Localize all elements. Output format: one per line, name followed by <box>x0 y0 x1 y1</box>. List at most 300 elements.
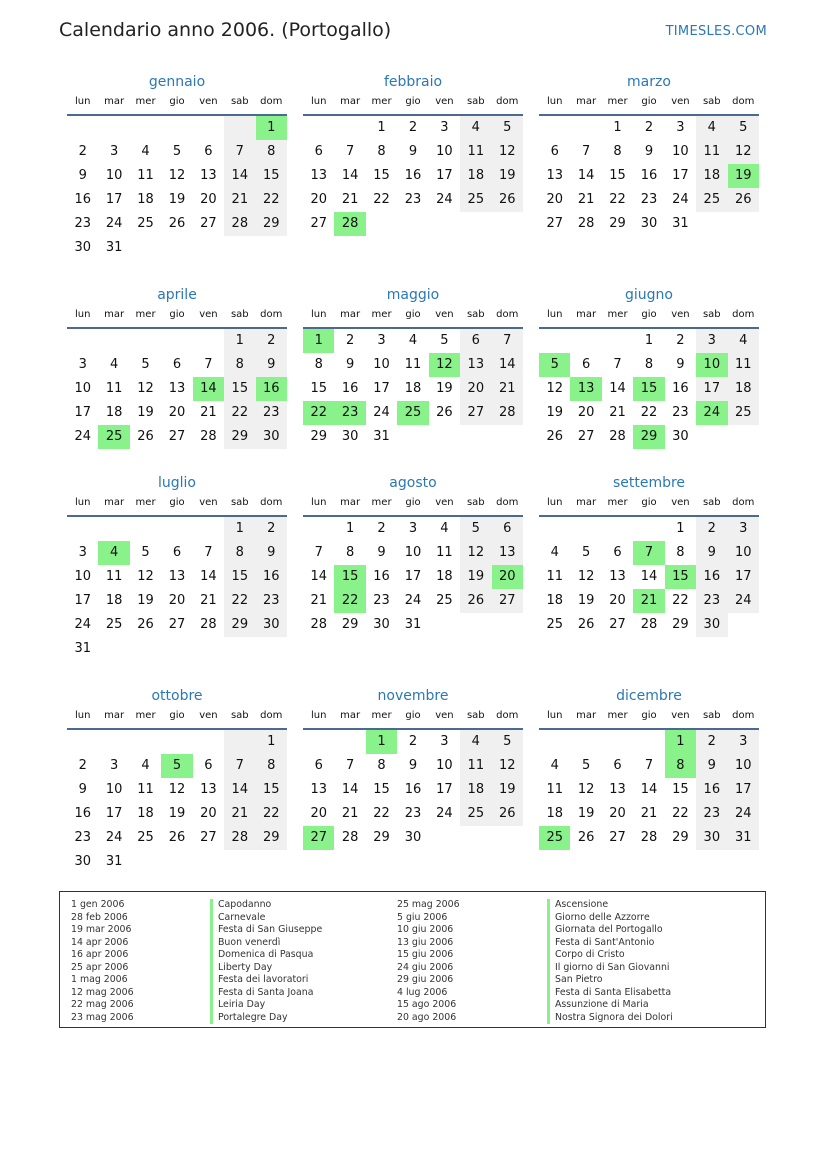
holiday-date: 15 giu 2006 <box>397 949 454 960</box>
day-cell: 6 <box>172 545 182 560</box>
holiday-name: Domenica di Pasqua <box>210 949 322 962</box>
weekday-label: gio <box>169 96 185 107</box>
weekday-label: ven <box>199 710 218 721</box>
empty-cell <box>161 329 192 353</box>
holiday-date: 12 mag 2006 <box>71 986 134 998</box>
empty-cell <box>67 329 98 353</box>
day-cell: 26 <box>577 617 595 632</box>
day-cell: 10 <box>105 782 123 797</box>
day-cell: 26 <box>137 429 154 444</box>
day-cell: 28 <box>640 617 658 632</box>
holiday-day-cell: 10 <box>696 353 727 377</box>
day-cell: 10 <box>74 569 91 584</box>
day-cell: 31 <box>373 429 390 444</box>
holiday-day-cell: 7 <box>633 541 664 565</box>
day-cell: 2 <box>78 144 87 159</box>
day-cell: 18 <box>137 192 154 207</box>
day-cell: 1 <box>224 517 255 541</box>
day-cell: 7 <box>581 144 591 159</box>
day-cell: 26 <box>436 405 453 420</box>
day-cell: 7 <box>224 140 255 164</box>
page-title: Calendario anno 2006. (Portogallo) <box>59 19 392 41</box>
empty-cell <box>161 116 192 140</box>
empty-cell <box>334 116 365 140</box>
day-cell: 13 <box>546 168 563 183</box>
month-novembre <box>303 686 523 850</box>
empty-cell <box>193 329 224 353</box>
holiday-day-cell: 25 <box>539 826 570 850</box>
weekday-label: ven <box>671 710 690 721</box>
empty-cell <box>98 116 129 140</box>
day-cell: 17 <box>105 192 123 207</box>
weekday-label: mer <box>371 497 392 508</box>
weekday-label: dom <box>260 96 283 107</box>
day-cell: 26 <box>492 188 523 212</box>
day-grid <box>539 329 759 449</box>
day-cell: 7 <box>204 545 213 560</box>
day-cell: 31 <box>404 617 422 632</box>
day-cell: 13 <box>492 541 523 565</box>
day-cell: 20 <box>609 593 626 608</box>
month-agosto <box>303 473 523 637</box>
day-cell: 13 <box>200 782 217 797</box>
weekday-header <box>67 495 287 517</box>
day-cell: 1 <box>345 521 355 536</box>
day-cell: 4 <box>141 144 150 159</box>
holiday-dates-right <box>397 899 460 1024</box>
day-cell: 6 <box>613 758 622 773</box>
day-cell: 5 <box>581 545 591 560</box>
day-cell: 2 <box>696 730 727 754</box>
day-cell: 31 <box>105 240 123 255</box>
day-cell: 26 <box>460 589 491 613</box>
day-cell: 7 <box>345 758 355 773</box>
weekday-label: ven <box>199 497 218 508</box>
day-cell: 8 <box>314 357 323 372</box>
day-cell: 26 <box>168 830 186 845</box>
day-cell: 3 <box>440 120 449 135</box>
day-cell: 25 <box>728 401 759 425</box>
day-cell: 22 <box>373 806 390 821</box>
day-cell: 17 <box>728 565 759 589</box>
day-cell: 1 <box>676 521 685 536</box>
day-cell: 15 <box>256 778 287 802</box>
holiday-name: Giornata del Portogallo <box>547 924 673 937</box>
holiday-day-cell: 15 <box>334 565 365 589</box>
month-maggio <box>303 285 523 449</box>
holiday-day-cell: 13 <box>570 377 601 401</box>
weekday-label: mer <box>135 710 156 721</box>
holiday-name: Nostra Signora dei Dolori <box>547 1012 673 1025</box>
day-cell: 23 <box>696 589 727 613</box>
holiday-date: 28 feb 2006 <box>71 911 128 923</box>
day-cell: 1 <box>224 329 255 353</box>
day-cell: 16 <box>696 565 727 589</box>
day-cell: 9 <box>345 357 355 372</box>
day-cell: 18 <box>436 569 453 584</box>
day-cell: 5 <box>492 116 523 140</box>
day-cell: 21 <box>640 806 658 821</box>
holiday-names-right <box>547 899 673 1024</box>
holiday-day-cell: 12 <box>429 353 460 377</box>
empty-cell <box>570 329 601 353</box>
day-cell: 12 <box>460 541 491 565</box>
day-cell: 28 <box>310 617 327 632</box>
holiday-name: San Pietro <box>547 974 673 987</box>
day-cell: 23 <box>74 216 91 231</box>
day-cell: 22 <box>672 593 689 608</box>
weekday-label: dom <box>496 497 519 508</box>
day-cell: 22 <box>640 405 658 420</box>
empty-cell <box>161 517 192 541</box>
weekday-label: ven <box>435 96 454 107</box>
day-cell: 22 <box>373 192 390 207</box>
day-cell: 9 <box>78 168 87 183</box>
day-cell: 12 <box>137 381 154 396</box>
weekday-label: mar <box>340 309 361 320</box>
day-cell: 12 <box>577 782 595 797</box>
day-cell: 26 <box>137 617 154 632</box>
day-cell: 12 <box>728 140 759 164</box>
holiday-day-cell: 1 <box>366 730 397 754</box>
holiday-date: 15 ago 2006 <box>397 999 457 1010</box>
day-cell: 13 <box>310 782 327 797</box>
holiday-date: 25 mag 2006 <box>397 899 460 910</box>
empty-cell <box>67 116 98 140</box>
holiday-date: 20 ago 2006 <box>397 1011 457 1023</box>
holiday-date: 19 mar 2006 <box>71 924 132 935</box>
weekday-label: gio <box>169 309 185 320</box>
day-grid <box>303 329 523 449</box>
holiday-day-cell: 25 <box>98 425 129 449</box>
day-cell: 28 <box>492 401 523 425</box>
day-cell: 9 <box>256 353 287 377</box>
day-cell: 29 <box>256 212 287 236</box>
weekday-label: dom <box>732 497 755 508</box>
day-cell: 29 <box>672 617 689 632</box>
day-cell: 29 <box>672 830 689 845</box>
day-cell: 5 <box>172 144 182 159</box>
day-cell: 29 <box>224 613 255 637</box>
day-grid <box>539 730 759 850</box>
day-cell: 22 <box>224 401 255 425</box>
holiday-date: 29 giu 2006 <box>397 974 454 985</box>
day-cell: 6 <box>492 517 523 541</box>
weekday-label: mar <box>576 497 597 508</box>
weekday-header <box>303 708 523 730</box>
day-cell: 8 <box>256 754 287 778</box>
month-name: giugno <box>625 287 673 303</box>
day-cell: 29 <box>609 216 626 231</box>
holiday-day-cell: 1 <box>665 730 696 754</box>
weekday-label: lun <box>74 309 91 320</box>
day-cell: 6 <box>581 357 591 372</box>
day-cell: 21 <box>200 593 217 608</box>
day-cell: 19 <box>577 593 595 608</box>
weekday-label: mar <box>576 96 597 107</box>
holiday-name: Giorno delle Azzorre <box>547 912 673 925</box>
holiday-date: 25 apr 2006 <box>71 961 129 973</box>
holiday-name: Liberty Day <box>210 962 322 975</box>
day-cell: 30 <box>640 216 658 231</box>
day-cell: 22 <box>224 589 255 613</box>
day-cell: 18 <box>460 778 491 802</box>
weekday-label: gio <box>405 497 421 508</box>
day-cell: 4 <box>460 116 491 140</box>
day-cell: 13 <box>460 353 491 377</box>
day-cell: 2 <box>696 517 727 541</box>
day-cell: 13 <box>310 168 327 183</box>
day-cell: 29 <box>224 425 255 449</box>
day-cell: 18 <box>696 164 727 188</box>
weekday-header <box>303 94 523 116</box>
day-cell: 31 <box>105 854 123 869</box>
day-cell: 27 <box>492 589 523 613</box>
day-cell: 8 <box>377 144 386 159</box>
holiday-name: Festa dei lavoratori <box>210 974 322 987</box>
empty-cell <box>570 116 601 140</box>
day-cell: 4 <box>550 545 559 560</box>
weekday-header <box>303 495 523 517</box>
month-name: aprile <box>157 287 197 303</box>
day-cell: 27 <box>168 429 186 444</box>
day-cell: 27 <box>609 830 626 845</box>
day-cell: 5 <box>581 758 591 773</box>
empty-cell <box>602 329 633 353</box>
day-cell: 13 <box>609 569 626 584</box>
weekday-label: mer <box>607 497 628 508</box>
weekday-label: gio <box>169 497 185 508</box>
day-cell: 6 <box>204 758 213 773</box>
day-cell: 10 <box>74 381 91 396</box>
day-cell: 7 <box>345 144 355 159</box>
day-cell: 11 <box>728 353 759 377</box>
day-cell: 27 <box>200 216 217 231</box>
day-cell: 25 <box>696 188 727 212</box>
day-cell: 4 <box>109 357 119 372</box>
day-cell: 5 <box>492 730 523 754</box>
holiday-name: Il giorno di San Giovanni <box>547 962 673 975</box>
day-cell: 15 <box>224 377 255 401</box>
day-grid <box>67 329 287 449</box>
weekday-label: lun <box>310 497 327 508</box>
holiday-day-cell: 14 <box>193 377 224 401</box>
empty-cell <box>67 517 98 541</box>
weekday-label: gio <box>641 309 657 320</box>
day-cell: 26 <box>546 429 563 444</box>
day-cell: 18 <box>404 381 422 396</box>
empty-cell <box>303 730 334 754</box>
day-cell: 11 <box>137 782 154 797</box>
day-cell: 24 <box>373 405 390 420</box>
weekday-label: sab <box>702 96 721 107</box>
holiday-names-left <box>210 899 322 1024</box>
day-cell: 7 <box>314 545 323 560</box>
holiday-date: 4 lug 2006 <box>397 986 448 998</box>
day-cell: 18 <box>460 164 491 188</box>
day-cell: 14 <box>577 168 595 183</box>
day-cell: 31 <box>672 216 689 231</box>
weekday-label: sab <box>702 309 721 320</box>
day-cell: 30 <box>672 429 689 444</box>
day-grid <box>67 517 287 661</box>
day-cell: 3 <box>408 521 418 536</box>
day-cell: 12 <box>137 569 154 584</box>
day-cell: 9 <box>408 144 418 159</box>
empty-cell <box>130 329 161 353</box>
day-cell: 15 <box>256 164 287 188</box>
weekday-label: mar <box>104 710 125 721</box>
day-cell: 19 <box>492 164 523 188</box>
empty-cell <box>539 517 570 541</box>
holiday-date: 5 giu 2006 <box>397 911 448 923</box>
day-cell: 7 <box>204 357 213 372</box>
day-cell: 24 <box>74 429 91 444</box>
day-cell: 15 <box>310 381 327 396</box>
day-cell: 3 <box>728 517 759 541</box>
holiday-day-cell: 15 <box>665 565 696 589</box>
weekday-label: lun <box>310 710 327 721</box>
weekday-header <box>303 307 523 329</box>
day-cell: 18 <box>105 405 123 420</box>
day-cell: 6 <box>460 329 491 353</box>
day-cell: 2 <box>256 329 287 353</box>
month-gennaio <box>67 72 287 260</box>
day-cell: 7 <box>492 329 523 353</box>
holiday-name: Festa di Sant'Antonio <box>547 937 673 950</box>
day-cell: 28 <box>200 617 217 632</box>
day-cell: 16 <box>672 381 689 396</box>
day-cell: 18 <box>546 593 563 608</box>
weekday-label: mar <box>576 710 597 721</box>
holiday-date: 16 apr 2006 <box>71 949 129 960</box>
day-cell: 4 <box>141 758 150 773</box>
holiday-name: Buon venerdì <box>210 937 322 950</box>
empty-cell <box>539 116 570 140</box>
empty-cell <box>98 730 129 754</box>
day-cell: 9 <box>696 541 727 565</box>
weekday-label: dom <box>496 96 519 107</box>
day-cell: 27 <box>310 216 327 231</box>
day-cell: 16 <box>74 192 91 207</box>
day-cell: 10 <box>105 168 123 183</box>
empty-cell <box>602 517 633 541</box>
weekday-label: dom <box>496 309 519 320</box>
month-name: marzo <box>627 74 671 90</box>
day-grid <box>303 730 523 850</box>
weekday-label: mar <box>104 96 125 107</box>
day-cell: 24 <box>436 806 453 821</box>
weekday-label: dom <box>732 96 755 107</box>
empty-cell <box>193 517 224 541</box>
day-cell: 11 <box>696 140 727 164</box>
day-cell: 12 <box>546 381 563 396</box>
weekday-label: sab <box>702 497 721 508</box>
day-cell: 5 <box>141 545 150 560</box>
month-settembre <box>539 473 759 637</box>
day-cell: 4 <box>550 758 559 773</box>
day-cell: 25 <box>137 830 154 845</box>
day-cell: 15 <box>224 565 255 589</box>
day-cell: 22 <box>609 192 626 207</box>
weekday-header <box>539 94 759 116</box>
weekday-label: mar <box>104 309 125 320</box>
weekday-header <box>539 307 759 329</box>
holiday-day-cell: 22 <box>334 589 365 613</box>
day-cell: 12 <box>168 168 186 183</box>
day-cell: 27 <box>577 429 595 444</box>
empty-cell <box>633 517 664 541</box>
day-cell: 12 <box>577 569 595 584</box>
holiday-name: Leiria Day <box>210 999 322 1012</box>
day-cell: 26 <box>728 188 759 212</box>
weekday-label: mer <box>371 309 392 320</box>
day-cell: 20 <box>546 192 563 207</box>
day-cell: 13 <box>168 569 186 584</box>
month-marzo <box>539 72 759 236</box>
holiday-day-cell: 23 <box>334 401 365 425</box>
weekday-label: lun <box>74 710 91 721</box>
weekday-label: gio <box>641 497 657 508</box>
day-cell: 19 <box>546 405 563 420</box>
month-name: gennaio <box>148 74 206 90</box>
holiday-date: 24 giu 2006 <box>397 961 454 973</box>
site-link[interactable]: TIMESLES.COM <box>665 24 767 39</box>
day-cell: 19 <box>168 192 186 207</box>
holiday-name: Festa di Santa Elisabetta <box>547 987 673 1000</box>
weekday-label: dom <box>260 710 283 721</box>
holiday-date: 1 gen 2006 <box>71 899 125 910</box>
day-cell: 4 <box>728 329 759 353</box>
day-cell: 11 <box>105 569 123 584</box>
weekday-label: sab <box>230 96 249 107</box>
day-cell: 25 <box>105 617 123 632</box>
empty-cell <box>67 730 98 754</box>
day-cell: 8 <box>613 144 622 159</box>
empty-cell <box>303 116 334 140</box>
day-cell: 24 <box>74 617 91 632</box>
day-cell: 30 <box>74 854 91 869</box>
weekday-label: sab <box>702 710 721 721</box>
month-febbraio <box>303 72 523 236</box>
day-cell: 7 <box>613 357 622 372</box>
month-name: settembre <box>612 475 686 491</box>
weekday-label: dom <box>496 710 519 721</box>
day-cell: 17 <box>728 778 759 802</box>
day-cell: 25 <box>436 593 453 608</box>
holiday-day-cell: 15 <box>633 377 664 401</box>
weekday-label: mer <box>371 96 392 107</box>
day-cell: 2 <box>408 734 418 749</box>
day-cell: 28 <box>640 830 658 845</box>
month-ottobre <box>67 686 287 874</box>
weekday-label: ven <box>435 497 454 508</box>
day-cell: 11 <box>546 782 563 797</box>
weekday-label: mer <box>135 309 156 320</box>
day-cell: 21 <box>341 192 359 207</box>
day-cell: 3 <box>109 758 119 773</box>
weekday-label: lun <box>310 96 327 107</box>
day-cell: 29 <box>310 429 327 444</box>
day-cell: 23 <box>74 830 91 845</box>
day-cell: 30 <box>341 429 359 444</box>
holiday-day-cell: 20 <box>492 565 523 589</box>
weekday-label: mer <box>135 497 156 508</box>
day-cell: 6 <box>550 144 559 159</box>
weekday-label: dom <box>732 309 755 320</box>
day-cell: 29 <box>256 826 287 850</box>
day-cell: 5 <box>440 333 449 348</box>
